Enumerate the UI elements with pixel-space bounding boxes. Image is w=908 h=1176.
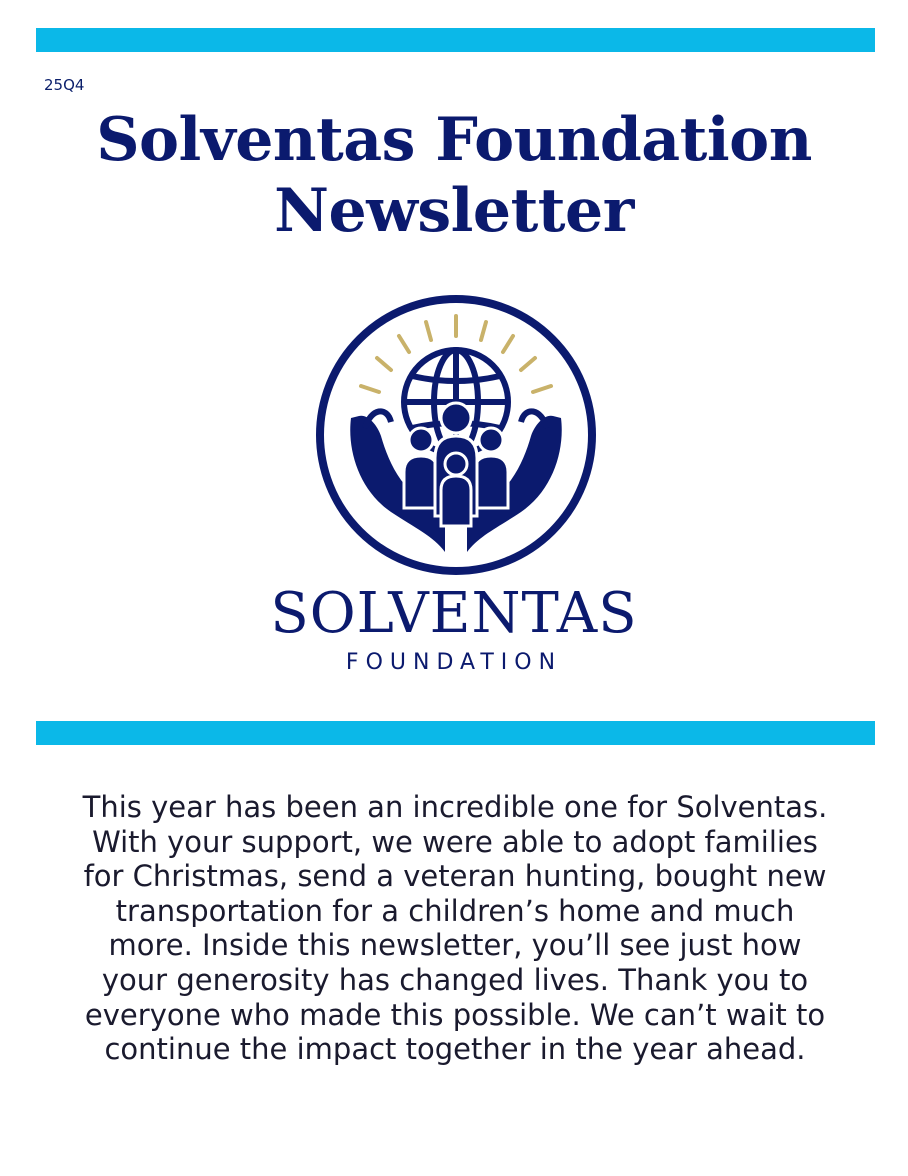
page-title-line-1: Solventas Foundation (96, 105, 812, 175)
intro-paragraph: This year has been an incredible one for Solventas. With your support, we were able to adopt families for Christmas, send a veteran hunting, bought new transportation for a children’s home and much more. Inside this newsletter, you’ll see just how your generosity has changed lives. Thank you to everyone who made this possible. We can’t wait to continue the impact together in the year ahead. (82, 790, 828, 1067)
logo-subtitle: FOUNDATION (345, 650, 563, 675)
logo-wordmark: SOLVENTAS (270, 581, 638, 646)
bottom-accent-bar (36, 721, 875, 745)
foundation-logo-icon (311, 290, 601, 580)
issue-label: 25Q4 (44, 76, 85, 94)
top-accent-bar (36, 28, 875, 52)
page-title-line-2: Newsletter (274, 176, 634, 246)
